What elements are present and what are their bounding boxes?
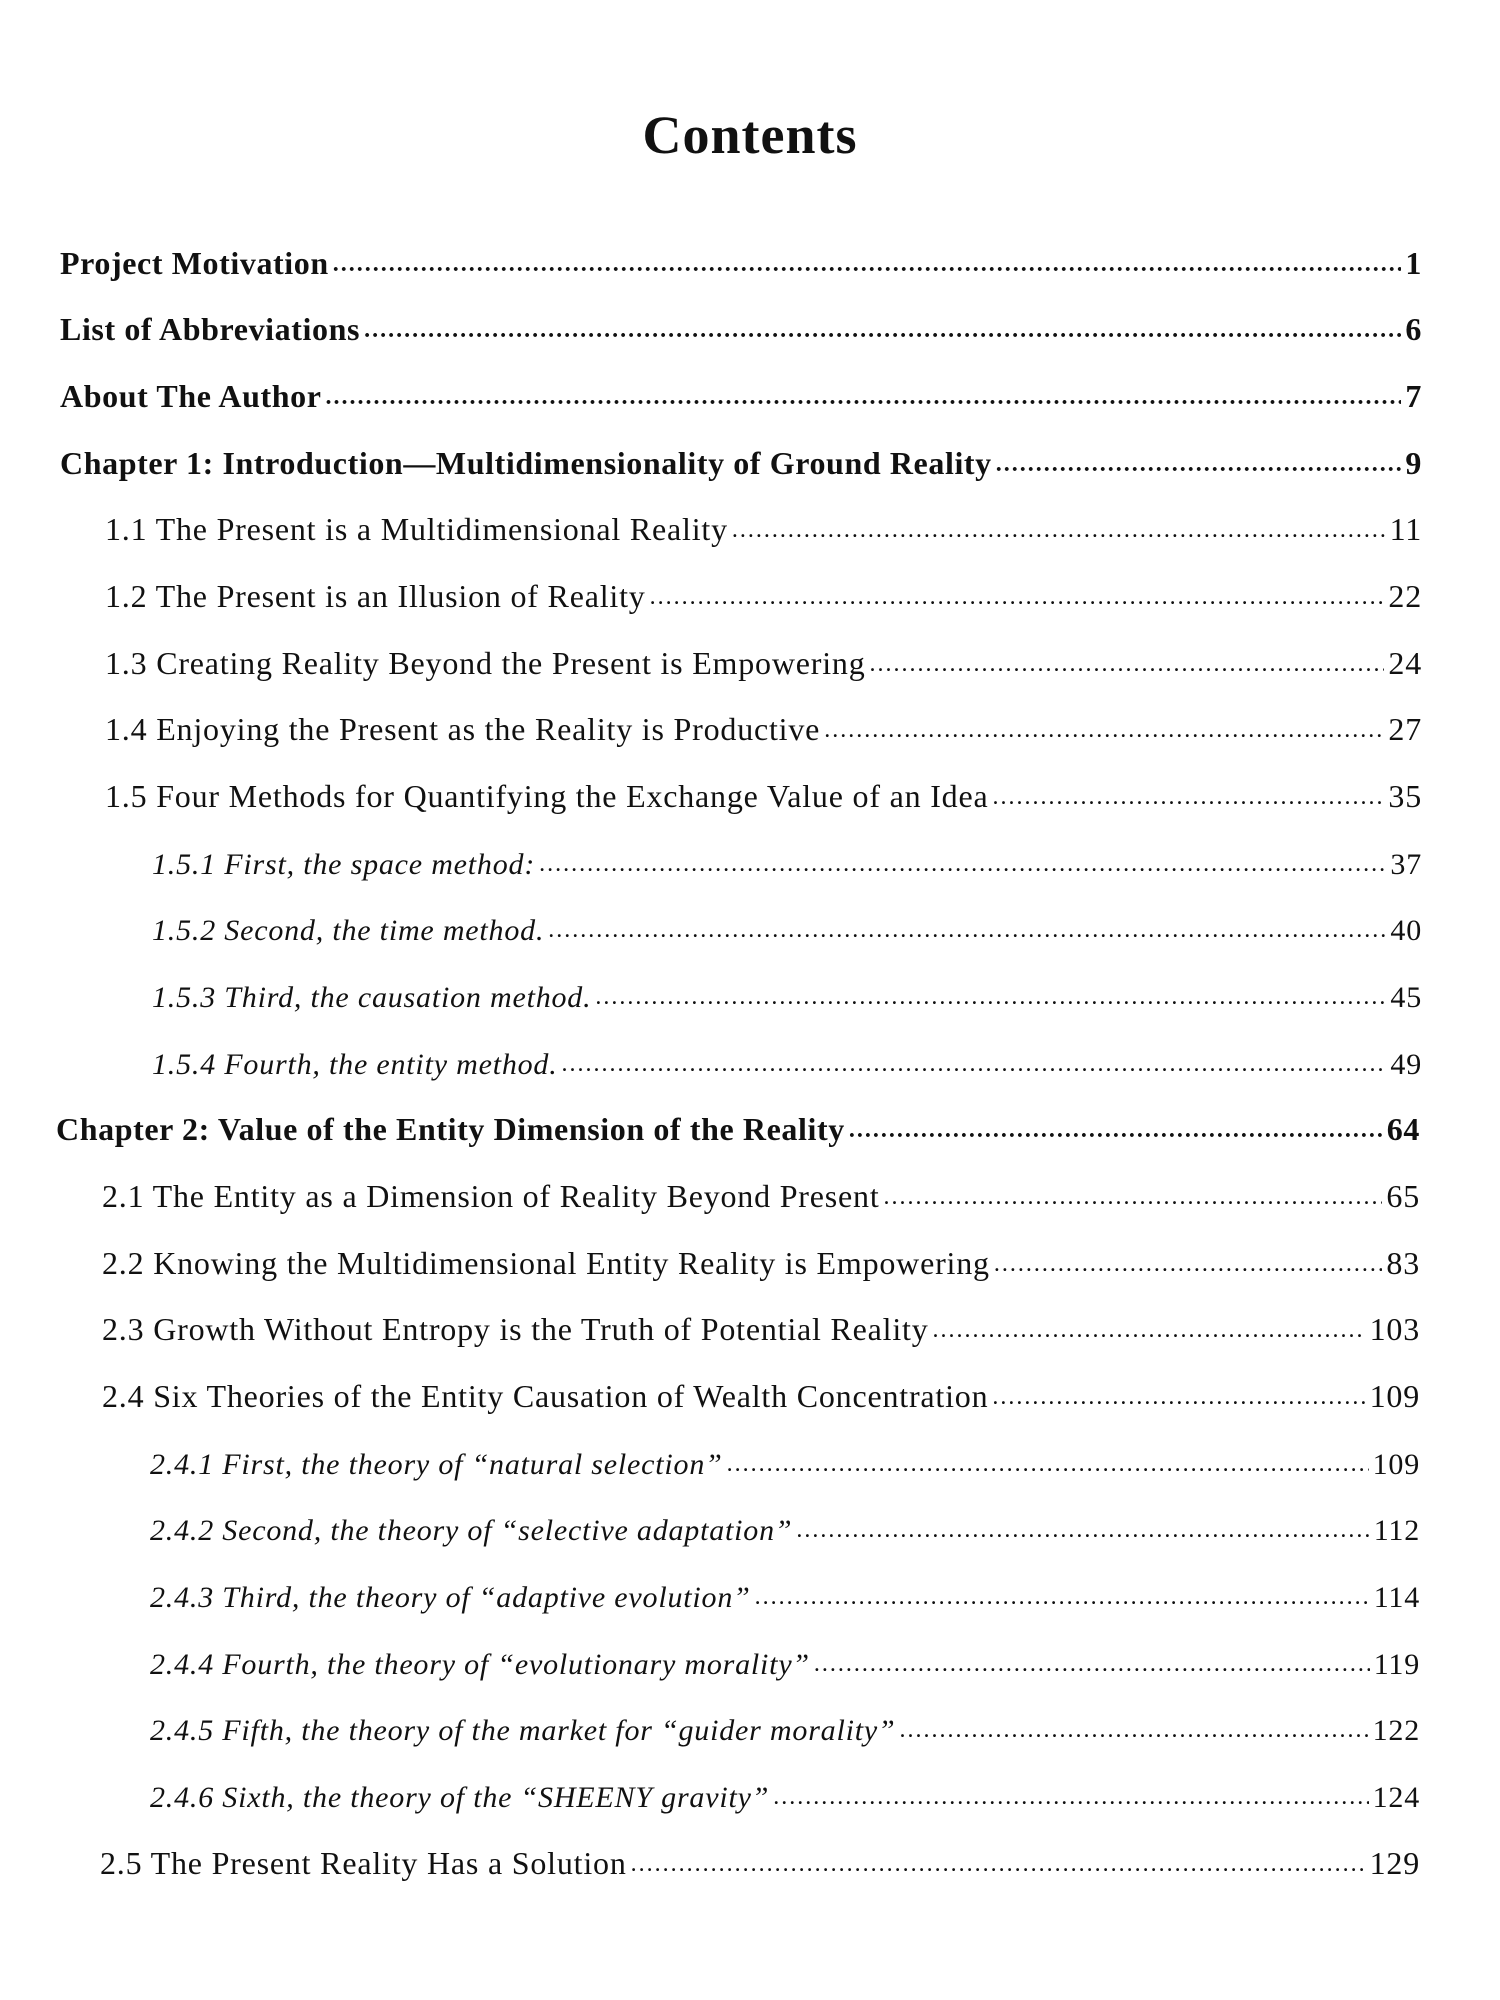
toc-entry-title: 2.4.3 Third, the theory of “adaptive evolution” <box>150 1581 751 1614</box>
dot-leader <box>996 452 1402 482</box>
toc-entry-page: 40 <box>1390 914 1422 947</box>
toc-entry-1-2[interactable] <box>105 555 1422 615</box>
toc-entry-title: 1.5.3 Third, the causation method. <box>152 981 592 1014</box>
toc-entry-1-5-3[interactable] <box>152 955 1422 1015</box>
dot-leader <box>933 1318 1366 1348</box>
toc-entry-2-1[interactable] <box>102 1155 1420 1215</box>
toc-entry-page: 24 <box>1388 645 1422 681</box>
toc-entry-page: 35 <box>1388 778 1422 814</box>
toc-entry-1-5-2[interactable] <box>152 888 1422 948</box>
toc-entry-page: 7 <box>1405 378 1422 414</box>
dot-leader <box>849 1118 1383 1148</box>
dot-leader <box>899 1718 1368 1748</box>
toc-entry-title: 2.4.5 Fifth, the theory of the market for “guider morality” <box>150 1714 896 1747</box>
dot-leader <box>773 1785 1368 1815</box>
dot-leader <box>796 1518 1369 1548</box>
toc-entry-title: Project Motivation <box>60 245 329 281</box>
toc-entry-page: 49 <box>1390 1048 1422 1081</box>
toc-entry-page: 124 <box>1372 1781 1420 1814</box>
toc-entry-title: About The Author <box>60 378 322 414</box>
dot-leader <box>814 1652 1370 1682</box>
dot-leader <box>755 1585 1370 1615</box>
toc-entry-page: 114 <box>1373 1581 1420 1614</box>
toc-entry-page: 27 <box>1388 711 1422 747</box>
dot-leader <box>631 1852 1366 1882</box>
toc-entry-page: 9 <box>1405 445 1422 481</box>
toc-entry-2-4-1[interactable] <box>150 1422 1420 1482</box>
toc-entry-title: 1.1 The Present is a Multidimensional Reality <box>105 511 728 547</box>
dot-leader <box>326 385 1402 415</box>
toc-entry-list-of-abbreviations[interactable] <box>60 288 1422 348</box>
toc-entry-chapter-2[interactable] <box>56 1088 1420 1148</box>
toc-entry-2-4-5[interactable] <box>150 1688 1420 1748</box>
toc-entry-title: 2.4.6 Sixth, the theory of the “SHEENY gravity” <box>150 1781 770 1814</box>
toc-entry-title: 2.2 Knowing the Multidimensional Entity Reality is Empowering <box>102 1245 990 1281</box>
toc-entry-1-5-4[interactable] <box>152 1022 1422 1082</box>
toc-entry-title: 2.3 Growth Without Entropy is the Truth of Potential Reality <box>102 1311 929 1347</box>
toc-entry-page: 109 <box>1369 1378 1420 1414</box>
dot-leader <box>994 1252 1383 1282</box>
toc-entry-title: 2.1 The Entity as a Dimension of Reality Beyond Present <box>102 1178 880 1214</box>
toc-entry-title: 2.4 Six Theories of the Entity Causation of Wealth Concentration <box>102 1378 989 1414</box>
dot-leader <box>884 1185 1383 1215</box>
toc-entry-page: 45 <box>1390 981 1422 1014</box>
toc-entry-page: 83 <box>1386 1245 1420 1281</box>
toc-entry-page: 129 <box>1369 1845 1420 1881</box>
toc-entry-page: 65 <box>1386 1178 1420 1214</box>
toc-entry-2-5[interactable] <box>100 1822 1420 1882</box>
dot-leader <box>548 918 1386 948</box>
toc-entry-1-4[interactable] <box>105 688 1422 748</box>
toc-entry-page: 122 <box>1372 1714 1420 1747</box>
toc-entry-page: 1 <box>1405 245 1422 281</box>
dot-leader <box>562 1052 1387 1082</box>
dot-leader <box>992 1385 1365 1415</box>
toc-entry-page: 6 <box>1405 311 1422 347</box>
dot-leader <box>595 985 1386 1015</box>
toc-entry-title: Chapter 1: Introduction—Multidimensionality of Ground Reality <box>60 445 992 481</box>
toc-entry-page: 112 <box>1373 1514 1420 1547</box>
toc-entry-2-4-3[interactable] <box>150 1555 1420 1615</box>
dot-leader <box>333 252 1402 282</box>
toc-entry-chapter-1[interactable] <box>60 422 1422 482</box>
dot-leader <box>650 585 1385 615</box>
toc-entry-2-4[interactable] <box>102 1355 1420 1415</box>
toc-entry-2-3[interactable] <box>102 1288 1420 1348</box>
toc-entry-title: 1.5.2 Second, the time method. <box>152 914 545 947</box>
toc-entry-1-1[interactable] <box>105 488 1422 548</box>
toc-entry-2-4-6[interactable] <box>150 1755 1420 1815</box>
toc-entry-title: 2.4.4 Fourth, the theory of “evolutionary morality” <box>150 1648 810 1681</box>
toc-entry-page: 11 <box>1389 511 1422 547</box>
toc-entry-title: 1.5 Four Methods for Quantifying the Exchange Value of an Idea <box>105 778 989 814</box>
toc-entry-title: 2.4.1 First, the theory of “natural selection” <box>150 1448 723 1481</box>
toc-entry-title: 1.5.4 Fourth, the entity method. <box>152 1048 558 1081</box>
toc-entry-page: 103 <box>1369 1311 1420 1347</box>
toc-entry-title: Chapter 2: Value of the Entity Dimension of the Reality <box>56 1111 845 1147</box>
dot-leader <box>364 318 1401 348</box>
toc-entry-2-4-4[interactable] <box>150 1622 1420 1682</box>
dot-leader <box>727 1452 1369 1482</box>
toc-entry-2-2[interactable] <box>102 1222 1420 1282</box>
toc-entry-page: 119 <box>1373 1648 1420 1681</box>
toc-entry-title: 2.4.2 Second, the theory of “selective adaptation” <box>150 1514 793 1547</box>
dot-leader <box>870 652 1385 682</box>
toc-entry-page: 64 <box>1386 1111 1420 1147</box>
dot-leader <box>539 852 1386 882</box>
toc-entry-title: 1.3 Creating Reality Beyond the Present is Empowering <box>105 645 866 681</box>
toc-entry-page: 22 <box>1388 578 1422 614</box>
toc-entry-project-motivation[interactable] <box>60 222 1422 282</box>
toc-entry-about-the-author[interactable] <box>60 355 1422 415</box>
toc-entry-title: 1.2 The Present is an Illusion of Reality <box>105 578 646 614</box>
toc-entry-page: 37 <box>1390 848 1422 881</box>
dot-leader <box>992 785 1384 815</box>
toc-entry-title: 1.4 Enjoying the Present as the Reality is Productive <box>105 711 821 747</box>
page-title: Contents <box>642 105 858 165</box>
toc-entry-title: 1.5.1 First, the space method: <box>152 848 536 881</box>
dot-leader <box>732 518 1386 548</box>
toc-entry-title: 2.5 The Present Reality Has a Solution <box>100 1845 627 1881</box>
toc-entry-1-3[interactable] <box>105 622 1422 682</box>
toc-entry-2-4-2[interactable] <box>150 1488 1420 1548</box>
toc-entry-1-5-1[interactable] <box>152 822 1422 882</box>
toc-entry-page: 109 <box>1372 1448 1420 1481</box>
dot-leader <box>824 718 1384 748</box>
toc-entry-1-5[interactable] <box>105 755 1422 815</box>
toc-entry-title: List of Abbreviations <box>60 311 361 347</box>
